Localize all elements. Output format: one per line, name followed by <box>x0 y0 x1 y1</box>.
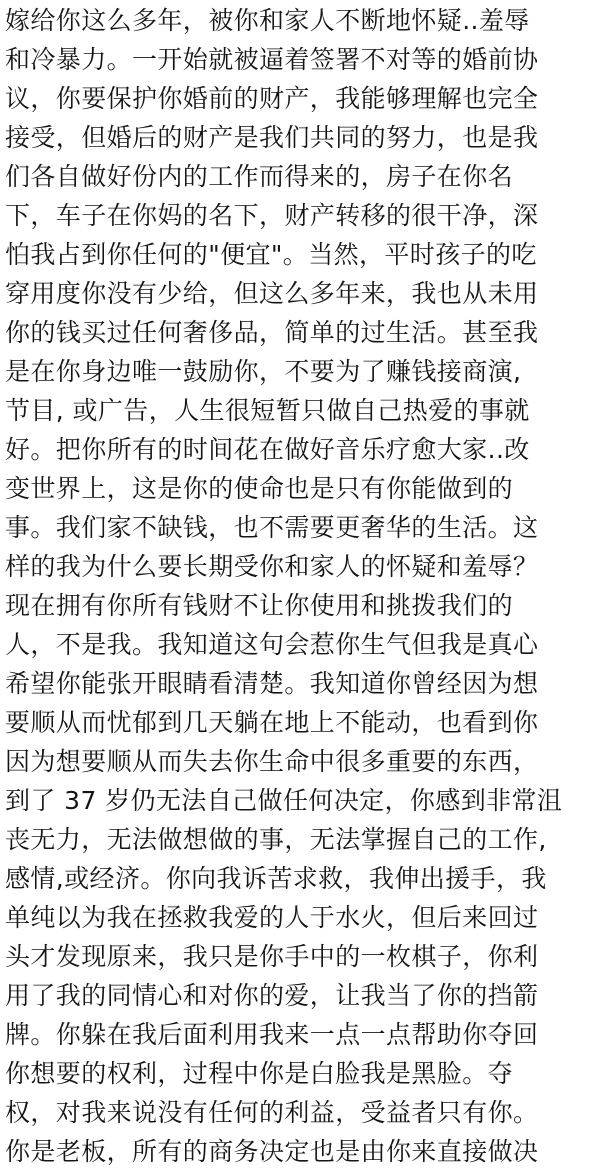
text-line: 嫁给你这么多年，被你和家人不断地怀疑..羞辱 <box>5 6 530 35</box>
text-line: 到了 37 岁仍无法自己做任何决定，你感到非常沮 <box>5 786 563 815</box>
text-line: 样的我为什么要长期受你和家人的怀疑和羞辱？ <box>5 552 539 581</box>
text-line: 议，你要保护你婚前的财产，我能够理解也完全 <box>5 84 539 113</box>
text-line: 接受，但婚后的财产是我们共同的努力，也是我 <box>5 123 539 152</box>
text-line: 人，不是我。我知道这句会惹你生气但我是真心 <box>5 630 539 659</box>
text-line: 你是老板，所有的商务决定也是由你来直接做决 <box>5 1137 539 1166</box>
text-line: 你想要的权利，过程中你是白脸我是黑脸。夺 <box>5 1059 514 1088</box>
text-line: 你的钱买过任何奢侈品，简单的过生活。甚至我 <box>5 318 539 347</box>
text-line: 感情,或经济。你向我诉苦求救，我伸出援手，我 <box>5 864 547 893</box>
text-line: 和冷暴力。一开始就被逼着签署不对等的婚前协 <box>5 45 539 74</box>
text-line: 们各自做好份内的工作而得来的，房子在你名 <box>5 162 514 191</box>
text-line: 节目, 或广告，人生很短暂只做自己热爱的事就 <box>5 396 530 425</box>
text-line: 头才发现原来，我只是你手中的一枚棋子，你利 <box>5 942 539 971</box>
text-line: 是在你身边唯一鼓励你，不要为了赚钱接商演, <box>5 357 522 386</box>
text-line: 希望你能张开眼睛看清楚。我知道你曾经因为想 <box>5 669 539 698</box>
text-line: 牌。你躲在我后面利用我来一点一点帮助你夺回 <box>5 1020 539 1049</box>
text-line: 权，对我来说没有任何的利益，受益者只有你。 <box>5 1098 539 1127</box>
text-line: 用了我的同情心和对你的爱，让我当了你的挡箭 <box>5 981 539 1010</box>
text-line: 怕我占到你任何的"便宜"。当然，平时孩子的吃 <box>5 240 537 269</box>
post-body <box>5 0 589 1166</box>
text-line: 变世界上，这是你的使命也是只有你能做到的 <box>5 474 514 503</box>
text-line: 单纯以为我在拯救我爱的人于水火，但后来回过 <box>5 903 539 932</box>
text-line: 因为想要顺从而失去你生命中很多重要的东西， <box>5 747 539 776</box>
text-line: 丧无力，无法做想做的事，无法掌握自己的工作, <box>5 825 547 854</box>
text-line: 要顺从而忧郁到几天躺在地上不能动，也看到你 <box>5 708 539 737</box>
text-line: 穿用度你没有少给，但这么多年来，我也从未用 <box>5 279 539 308</box>
text-line: 下，车子在你妈的名下，财产转移的很干净，深 <box>5 201 539 230</box>
text-line: 事。我们家不缺钱，也不需要更奢华的生活。这 <box>5 513 539 542</box>
text-line: 现在拥有你所有钱财不让你使用和挑拨我们的 <box>5 591 514 620</box>
text-line: 好。把你所有的时间花在做好音乐疗愈大家..改 <box>5 435 530 464</box>
